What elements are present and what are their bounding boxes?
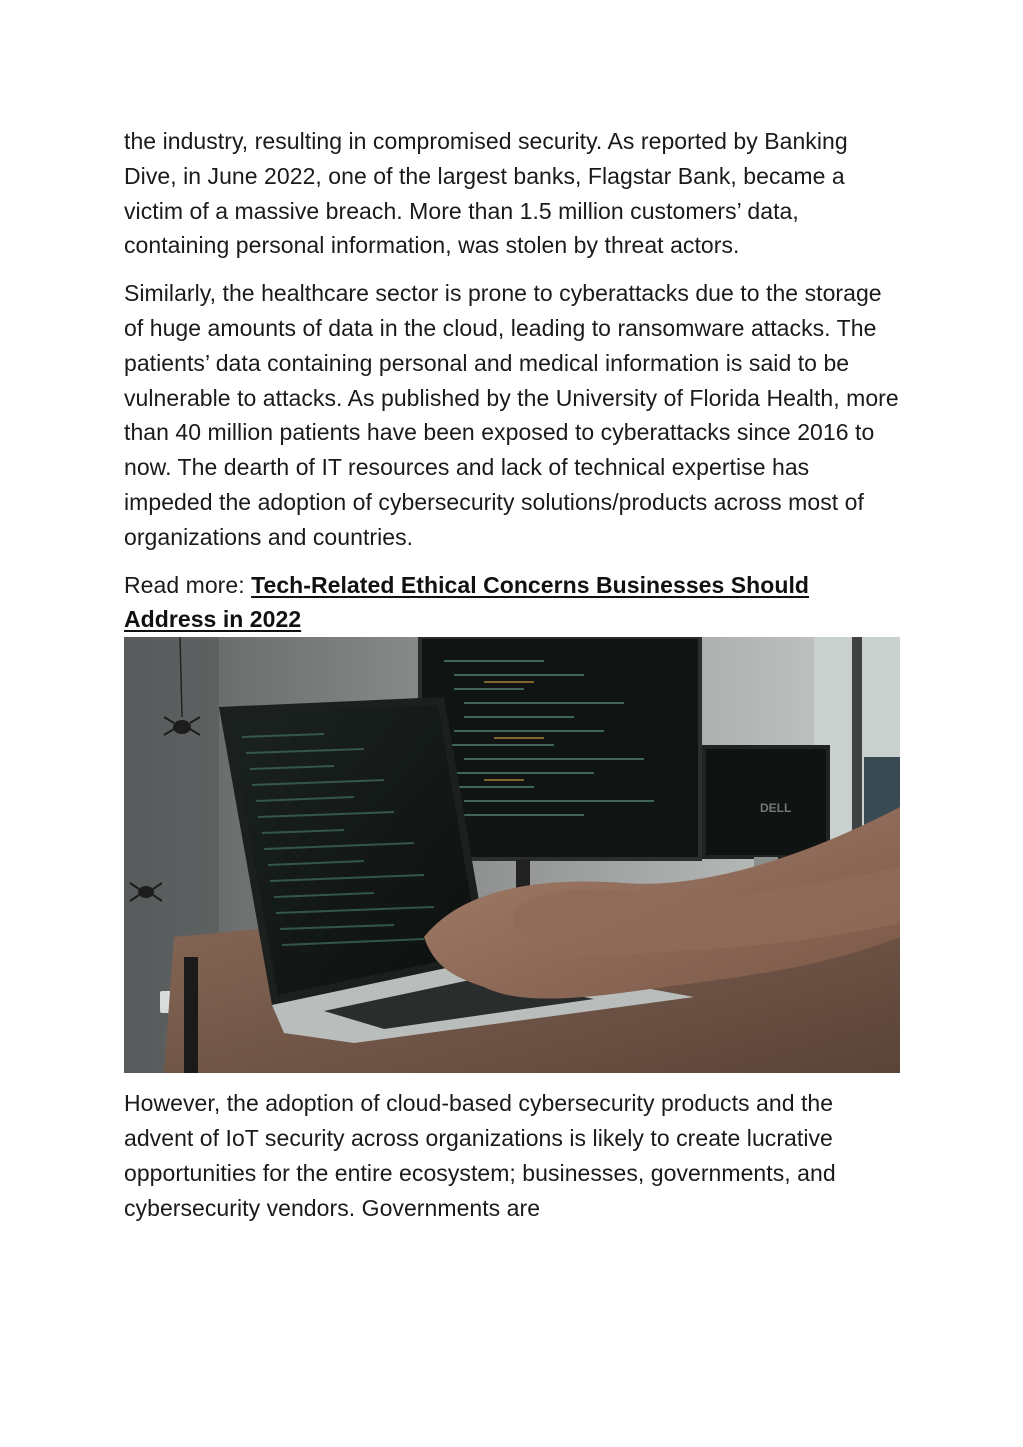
read-more [124, 568, 904, 638]
dell-logo: DELL [760, 801, 792, 816]
read-more-prefix: Read more: [124, 571, 252, 598]
paragraph-banking-breach: the industry, resulting in compromised security. As reported by Banking Dive, in June 2022, one of the largest banks, Flagstar Bank, became a victim of a massive breach. More than 1.5 million customers’ data, containing personal information, was stolen by threat actors. [124, 128, 848, 259]
laptop-coding-photo [124, 637, 900, 1073]
read-more-link[interactable]: Tech-Related Ethical Concerns Businesses Should Address in 2022 [124, 571, 810, 633]
document-page [124, 124, 904, 1225]
paragraph-healthcare: Similarly, the healthcare sector is prone to cyberattacks due to the storage of huge amounts of data in the cloud, leading to ransomware attacks. The patients’ data containing personal and medical information is said to be vulnerable to attacks. As published by the University of Florida Health, more than 40 million patients have been exposed to cyberattacks since 2016 to now. The dearth of IT resources and lack of technical expertise has impeded the adoption of cybersecurity solutions/products across most of organizations and countries. [124, 280, 899, 550]
paragraph-closing: However, the adoption of cloud-based cybersecurity products and the advent of IoT security across organizations is likely to create lucrative opportunities for the entire ecosystem; businesses, governments, and cybersecurity vendors. Governments are [124, 1090, 836, 1221]
